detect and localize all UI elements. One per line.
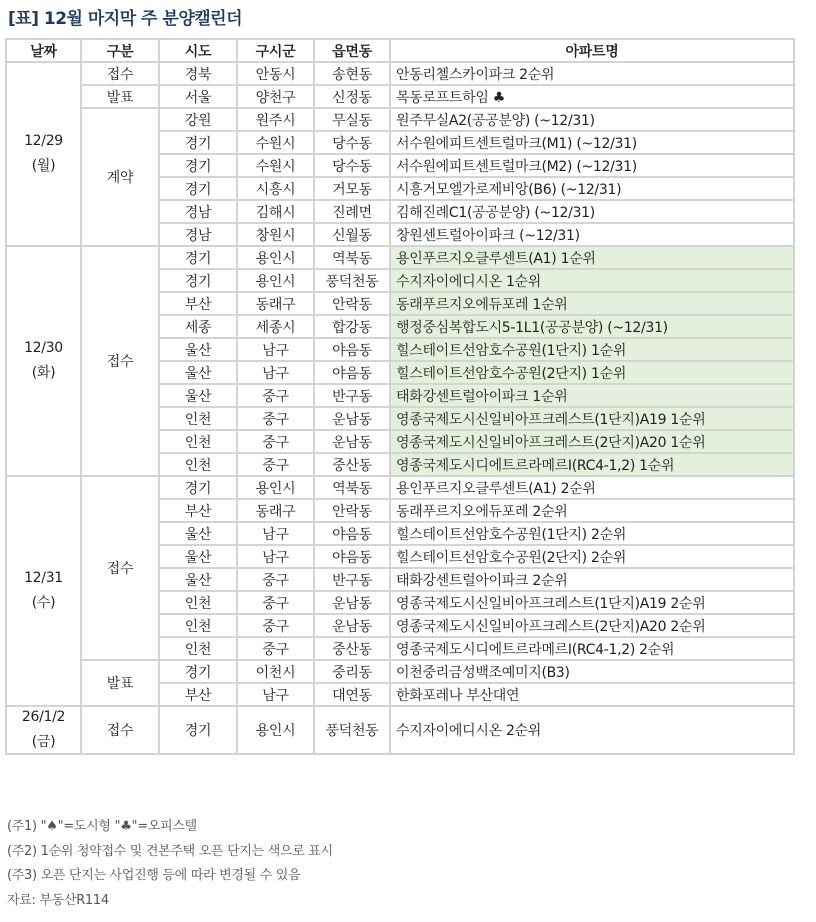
- date-cell: [6, 62, 81, 246]
- apartment-cell: 수지자이에디시온 2순위: [390, 706, 794, 754]
- province-cell: 경남: [159, 200, 237, 223]
- apartment-cell: 안동리첼스카이파크 2순위: [390, 62, 794, 85]
- province-cell: 울산: [159, 545, 237, 568]
- province-cell: 세종: [159, 315, 237, 338]
- province-cell: 울산: [159, 522, 237, 545]
- header-date: 날짜: [6, 39, 81, 62]
- header-type: 구분: [81, 39, 159, 62]
- apartment-cell: 수지자이에디시온 1순위: [390, 269, 794, 292]
- date-cell: [6, 476, 81, 706]
- apartment-cell: 영종국제도시신일비아프크레스트(2단지)A20 1순위: [390, 430, 794, 453]
- apartment-cell: 영종국제도시디에트르라메르Ⅰ(RC4-1,2) 1순위: [390, 453, 794, 476]
- city-cell: 안동시: [237, 62, 314, 85]
- town-cell: 운남동: [314, 407, 390, 430]
- city-cell: 남구: [237, 545, 314, 568]
- apartment-cell: 창원센트럴아이파크 (~12/31): [390, 223, 794, 246]
- town-cell: 신정동: [314, 85, 390, 108]
- apartment-cell: 태화강센트럴아이파크 1순위: [390, 384, 794, 407]
- note-1: (주1) "♠"=도시형 "♣"=오피스텔: [7, 819, 197, 834]
- page-title: [표] 12월 마지막 주 분양캘린더: [8, 9, 243, 29]
- town-cell: 송현동: [314, 62, 390, 85]
- footnotes: [7, 815, 333, 913]
- province-cell: 인천: [159, 591, 237, 614]
- city-cell: 동래구: [237, 292, 314, 315]
- weekday-value: (월): [31, 158, 56, 174]
- province-cell: 경기: [159, 269, 237, 292]
- apartment-cell: 영종국제도시신일비아프크레스트(1단지)A19 2순위: [390, 591, 794, 614]
- town-cell: 반구동: [314, 568, 390, 591]
- town-cell: 합강동: [314, 315, 390, 338]
- province-cell: 경기: [159, 476, 237, 499]
- header-town: 읍면동: [314, 39, 390, 62]
- province-cell: 경기: [159, 177, 237, 200]
- date-value: 12/29: [24, 133, 63, 149]
- town-cell: 대연동: [314, 683, 390, 706]
- type-cell: 발표: [81, 660, 159, 706]
- city-cell: 중구: [237, 614, 314, 637]
- apartment-cell: 이천중리금성백조예미지(B3): [390, 660, 794, 683]
- province-cell: 인천: [159, 430, 237, 453]
- city-cell: 중구: [237, 637, 314, 660]
- town-cell: 당수동: [314, 154, 390, 177]
- apartment-cell: 동래푸르지오에듀포레 1순위: [390, 292, 794, 315]
- city-cell: 용인시: [237, 476, 314, 499]
- apartment-cell: 한화포레나 부산대연: [390, 683, 794, 706]
- note-2: (주2) 1순위 청약접수 및 견본주택 오픈 단지는 색으로 표시: [7, 843, 333, 859]
- city-cell: 김해시: [237, 200, 314, 223]
- apartment-cell: 영종국제도시신일비아프크레스트(1단지)A19 1순위: [390, 407, 794, 430]
- apartment-cell: 행정중심복합도시5-1L1(공공분양) (~12/31): [390, 315, 794, 338]
- type-cell: 접수: [81, 62, 159, 85]
- apartment-cell: 원주무실A2(공공분양) (~12/31): [390, 108, 794, 131]
- header-row: [6, 39, 794, 62]
- town-cell: 풍덕천동: [314, 269, 390, 292]
- town-cell: 중산동: [314, 453, 390, 476]
- province-cell: 인천: [159, 637, 237, 660]
- town-cell: 진례면: [314, 200, 390, 223]
- city-cell: 수원시: [237, 154, 314, 177]
- apartment-cell: 동래푸르지오에듀포레 2순위: [390, 499, 794, 522]
- table-row: [6, 246, 794, 269]
- town-cell: 운남동: [314, 614, 390, 637]
- town-cell: 당수동: [314, 131, 390, 154]
- town-cell: 운남동: [314, 430, 390, 453]
- town-cell: 야음동: [314, 545, 390, 568]
- type-cell: 접수: [81, 706, 159, 754]
- province-cell: 경남: [159, 223, 237, 246]
- apartment-cell: 영종국제도시디에트르라메르Ⅰ(RC4-1,2) 2순위: [390, 637, 794, 660]
- date-value: 26/1/2: [21, 709, 66, 725]
- type-cell: 계약: [81, 108, 159, 246]
- town-cell: 안락동: [314, 499, 390, 522]
- city-cell: 남구: [237, 522, 314, 545]
- town-cell: 운남동: [314, 591, 390, 614]
- apartment-cell: 서수원에피트센트럴마크(M2) (~12/31): [390, 154, 794, 177]
- town-cell: 야음동: [314, 522, 390, 545]
- city-cell: 원주시: [237, 108, 314, 131]
- province-cell: 부산: [159, 683, 237, 706]
- date-value: 12/31: [24, 570, 63, 586]
- town-cell: 중산동: [314, 637, 390, 660]
- province-cell: 울산: [159, 384, 237, 407]
- table-row: [6, 62, 794, 85]
- town-cell: 야음동: [314, 338, 390, 361]
- province-cell: 서울: [159, 85, 237, 108]
- city-cell: 동래구: [237, 499, 314, 522]
- province-cell: 경기: [159, 246, 237, 269]
- table-row: [6, 108, 794, 131]
- city-cell: 중구: [237, 453, 314, 476]
- apartment-cell: 시흥거모엘가로제비앙(B6) (~12/31): [390, 177, 794, 200]
- province-cell: 경북: [159, 62, 237, 85]
- header-city: 구시군: [237, 39, 314, 62]
- weekday-value: (수): [31, 595, 56, 611]
- province-cell: 울산: [159, 338, 237, 361]
- apartment-cell: 힐스테이트선암호수공원(2단지) 2순위: [390, 545, 794, 568]
- weekday-value: (화): [31, 365, 56, 381]
- header-apartment: 아파트명: [390, 39, 794, 62]
- apartment-cell: 힐스테이트선암호수공원(1단지) 2순위: [390, 522, 794, 545]
- apartment-cell: 서수원에피트센트럴마크(M1) (~12/31): [390, 131, 794, 154]
- table-row: [6, 476, 794, 499]
- apartment-cell: 태화강센트럴아이파크 2순위: [390, 568, 794, 591]
- town-cell: 야음동: [314, 361, 390, 384]
- city-cell: 용인시: [237, 706, 314, 754]
- town-cell: 신월동: [314, 223, 390, 246]
- city-cell: 용인시: [237, 269, 314, 292]
- city-cell: 중구: [237, 407, 314, 430]
- type-cell: 접수: [81, 476, 159, 660]
- type-cell: 접수: [81, 246, 159, 476]
- city-cell: 수원시: [237, 131, 314, 154]
- apartment-cell: 목동로프트하임 ♣: [390, 85, 794, 108]
- city-cell: 이천시: [237, 660, 314, 683]
- town-cell: 반구동: [314, 384, 390, 407]
- province-cell: 인천: [159, 453, 237, 476]
- province-cell: 강원: [159, 108, 237, 131]
- city-cell: 남구: [237, 361, 314, 384]
- province-cell: 경기: [159, 131, 237, 154]
- note-3: (주3) 오픈 단지는 사업진행 등에 따라 변경될 수 있음: [7, 868, 301, 883]
- city-cell: 중구: [237, 430, 314, 453]
- city-cell: 양천구: [237, 85, 314, 108]
- province-cell: 울산: [159, 361, 237, 384]
- date-cell: [6, 706, 81, 754]
- town-cell: 역북동: [314, 476, 390, 499]
- province-cell: 경기: [159, 706, 237, 754]
- city-cell: 중구: [237, 568, 314, 591]
- date-cell: [6, 246, 81, 476]
- city-cell: 중구: [237, 384, 314, 407]
- calendar-table: [5, 38, 795, 755]
- province-cell: 인천: [159, 407, 237, 430]
- town-cell: 무실동: [314, 108, 390, 131]
- province-cell: 인천: [159, 614, 237, 637]
- city-cell: 용인시: [237, 246, 314, 269]
- table-row: [6, 706, 794, 754]
- province-cell: 경기: [159, 154, 237, 177]
- town-cell: 안락동: [314, 292, 390, 315]
- province-cell: 부산: [159, 499, 237, 522]
- town-cell: 거모동: [314, 177, 390, 200]
- city-cell: 중구: [237, 591, 314, 614]
- header-province: 시도: [159, 39, 237, 62]
- table-row: [6, 660, 794, 683]
- city-cell: 시흥시: [237, 177, 314, 200]
- province-cell: 경기: [159, 660, 237, 683]
- city-cell: 창원시: [237, 223, 314, 246]
- weekday-value: (금): [31, 734, 56, 750]
- apartment-cell: 김해진례C1(공공분양) (~12/31): [390, 200, 794, 223]
- source-note: 자료: 부동산R114: [7, 892, 109, 908]
- city-cell: 세종시: [237, 315, 314, 338]
- type-cell: 발표: [81, 85, 159, 108]
- city-cell: 남구: [237, 338, 314, 361]
- apartment-cell: 용인푸르지오클루센트(A1) 1순위: [390, 246, 794, 269]
- province-cell: 울산: [159, 568, 237, 591]
- table-row: [6, 85, 794, 108]
- town-cell: 역북동: [314, 246, 390, 269]
- apartment-cell: 힐스테이트선암호수공원(1단지) 1순위: [390, 338, 794, 361]
- city-cell: 남구: [237, 683, 314, 706]
- apartment-cell: 용인푸르지오클루센트(A1) 2순위: [390, 476, 794, 499]
- date-value: 12/30: [24, 340, 63, 356]
- province-cell: 부산: [159, 292, 237, 315]
- town-cell: 풍덕천동: [314, 706, 390, 754]
- town-cell: 중리동: [314, 660, 390, 683]
- apartment-cell: 영종국제도시신일비아프크레스트(2단지)A20 2순위: [390, 614, 794, 637]
- apartment-cell: 힐스테이트선암호수공원(2단지) 1순위: [390, 361, 794, 384]
